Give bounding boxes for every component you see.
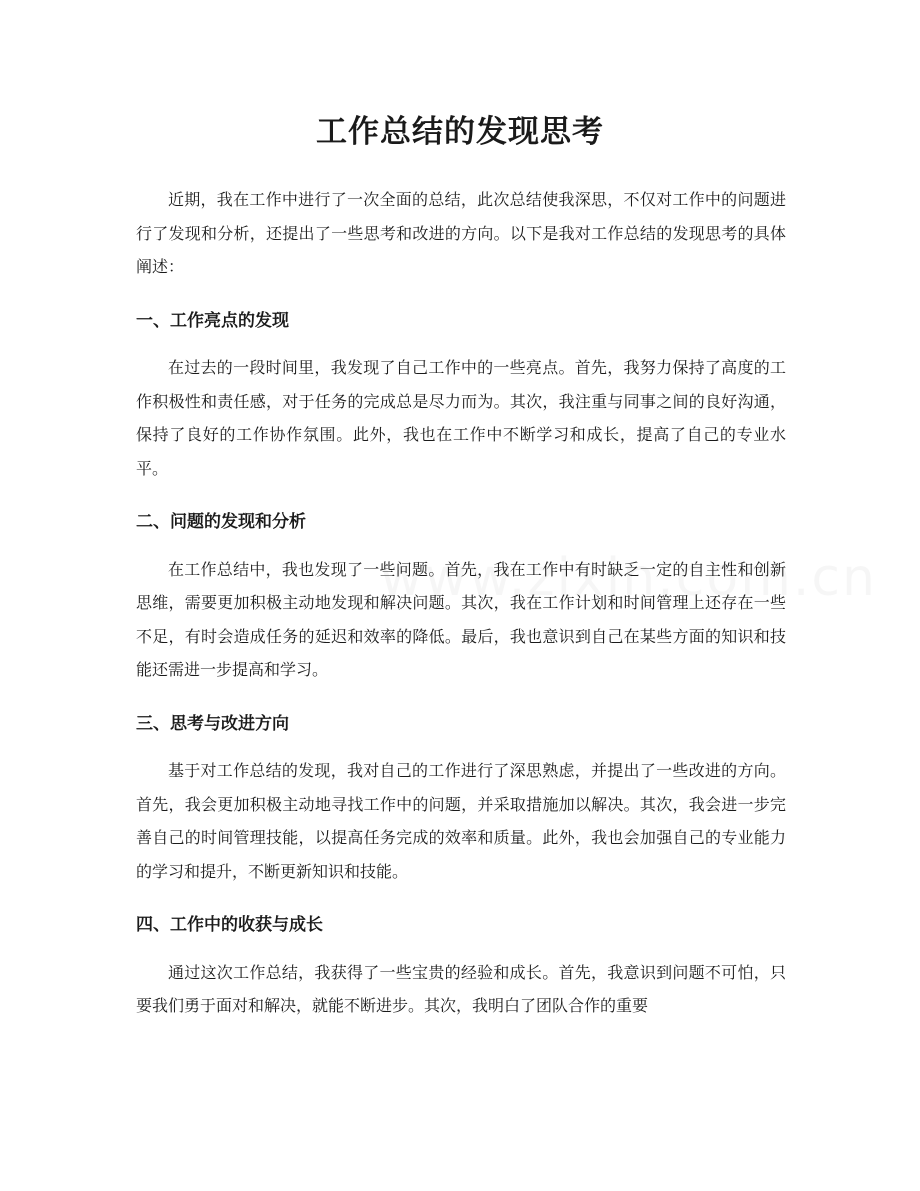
section-body-4: 通过这次工作总结，我获得了一些宝贵的经验和成长。首先，我意识到问题不可怕，只要我们勇于面对和解决，就能不断进步。其次，我明白了团队合作的重要: [136, 962, 786, 1015]
spacer: [136, 888, 786, 909]
section-body-3: 基于对工作总结的发现，我对自己的工作进行了深思熟虑，并提出了一些改进的方向。首先，我会更加积极主动地寻找工作中的问题，并采取措施加以解决。其次，我会进一步完善自己的时间管理技能，以提高任务完成的效率和质量。此外，我也会加强自己的专业能力的学习和提升，不断更新知识和技能。: [136, 761, 786, 881]
section-heading-2: 二、问题的发现和分析: [136, 512, 306, 532]
section-heading-1: 一、工作亮点的发现: [136, 310, 289, 331]
spacer: [136, 284, 786, 305]
spacer: [136, 943, 786, 956]
section-heading-4: 四、工作中的收获与成长: [136, 915, 323, 935]
section-body-1: 在过去的一段时间里，我发现了自己工作中的一些亮点。首先，我努力保持了高度的工作积极性和责任感，对于任务的完成总是尽力而为。其次，我注重与同事之间的良好沟通，保持了良好的工作协作氛围。此外，我也在工作中不断学习和成长，提高了自己的专业水平。: [136, 358, 786, 478]
spacer: [136, 687, 786, 708]
spacer: [136, 485, 786, 506]
document-body: [136, 183, 786, 1023]
spacer: [136, 540, 786, 553]
section-heading-3: 三、思考与改进方向: [136, 713, 289, 734]
intro-paragraph: 近期，我在工作中进行了一次全面的总结，此次总结使我深思，不仅对工作中的问题进行了发现和分析，还提出了一些思考和改进的方向。以下是我对工作总结的发现思考的具体阐述：: [136, 190, 786, 276]
spacer: [136, 338, 786, 351]
spacer: [136, 741, 786, 754]
section-body-2: 在工作总结中，我也发现了一些问题。首先，我在工作中有时缺乏一定的自主性和创新思维，需要更加积极主动地发现和解决问题。其次，我在工作计划和时间管理上还存在一些不足，有时会造成任务的延迟和效率的降低。最后，我也意识到自己在某些方面的知识和技能还需进一步提高和学习。: [136, 559, 786, 679]
page-title: 工作总结的发现思考: [316, 114, 604, 150]
